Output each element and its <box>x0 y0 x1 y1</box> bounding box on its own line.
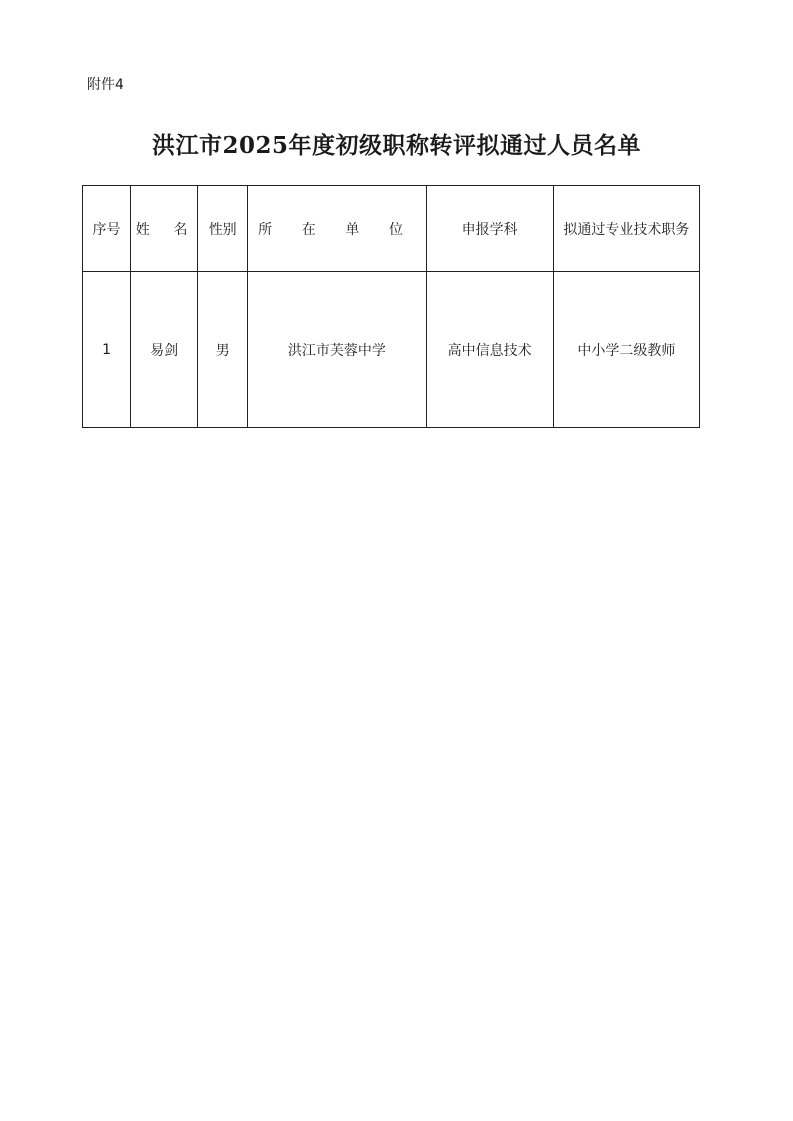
cell-subject: 高中信息技术 <box>426 272 553 428</box>
header-serial-number: 序号 <box>83 186 131 272</box>
cell-work-unit: 洪江市芙蓉中学 <box>248 272 426 428</box>
header-work-unit: 所 在 单 位 <box>248 186 426 272</box>
cell-serial-number: 1 <box>83 272 131 428</box>
cell-approved-title: 中小学二级教师 <box>553 272 699 428</box>
cell-name: 易剑 <box>131 272 198 428</box>
document-title: 洪江市2025年度初级职称转评拟通过人员名单 <box>151 132 641 159</box>
attachment-label: 附件4 <box>87 77 124 93</box>
table-row <box>83 272 700 428</box>
table-header-row <box>83 186 700 272</box>
header-name: 姓 名 <box>131 186 198 272</box>
cell-gender: 男 <box>198 272 248 428</box>
header-gender: 性别 <box>198 186 248 272</box>
personnel-table <box>82 185 700 428</box>
header-subject: 申报学科 <box>426 186 553 272</box>
header-approved-title: 拟通过专业技术职务 <box>553 186 699 272</box>
